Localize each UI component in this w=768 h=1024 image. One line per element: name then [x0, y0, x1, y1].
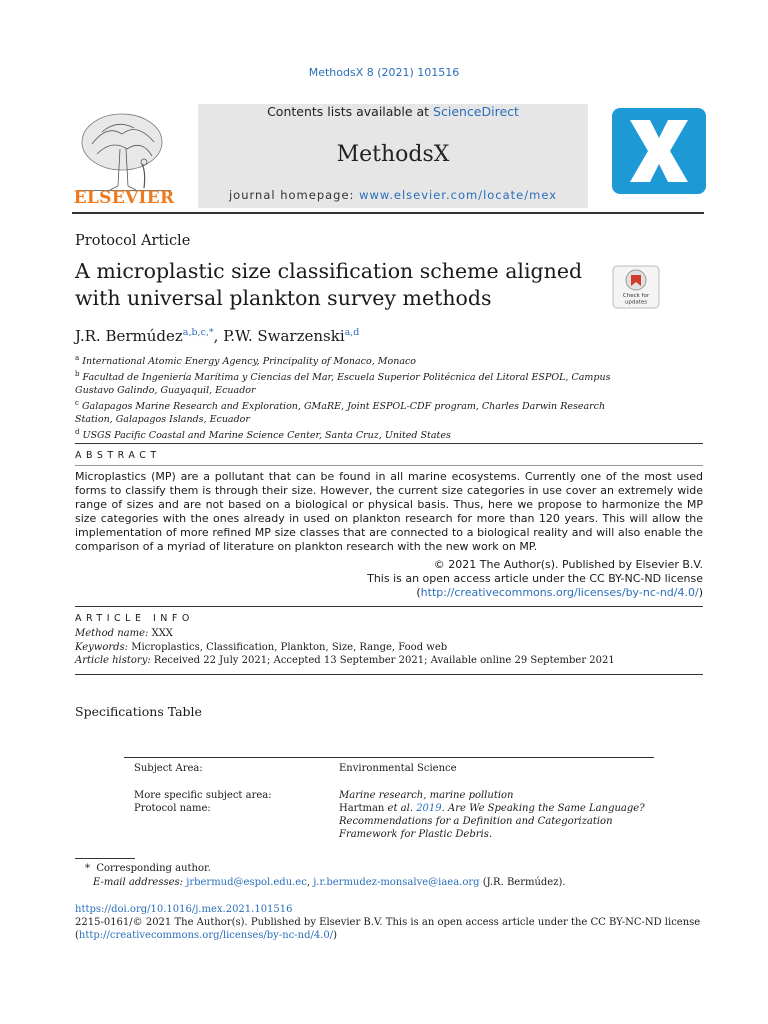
- copyright-line: © 2021 The Author(s). Published by Elsevier B.V.: [433, 558, 703, 571]
- doi-block: [75, 903, 703, 942]
- affil-marker: b: [75, 370, 80, 379]
- spec-value: Marine research, marine pollution: [339, 790, 514, 801]
- method-name: [75, 627, 703, 641]
- affil-text: International Atomic Energy Agency, Principality of Monaco, Monaco: [82, 356, 417, 368]
- abstract-label-rule: [75, 465, 703, 466]
- check-for-updates-icon[interactable]: [612, 265, 660, 309]
- author-separator: ,: [213, 327, 224, 345]
- email-link-2[interactable]: j.r.bermudez-monsalve@iaea.org: [313, 877, 480, 888]
- author-swarzenski: P.W. Swarzenski: [223, 327, 345, 345]
- affiliation-a: [75, 352, 635, 368]
- article-info-label: ARTICLE INFO: [75, 613, 194, 624]
- license-link[interactable]: http://creativecommons.org/licenses/by-nc-nd/4.0/: [420, 586, 699, 599]
- homepage-link[interactable]: www.elsevier.com/locate/mex: [359, 188, 558, 202]
- sciencedirect-link[interactable]: ScienceDirect: [433, 104, 519, 119]
- badge-text-1: Check for: [622, 293, 650, 299]
- doi-link[interactable]: https://doi.org/10.1016/j.mex.2021.101516: [75, 904, 293, 915]
- affiliations: [75, 352, 635, 443]
- author-list: [75, 327, 359, 345]
- journal-title: MethodsX: [336, 142, 450, 167]
- contents-line: [198, 104, 588, 119]
- corresponding-author: [75, 862, 703, 876]
- abstract-text: Microplastics (MP) are a pollutant that can be found in all marine ecosystems. Currently one of the most used forms to classify them is through their size. However, the current size categories in use cover an extremely wide range of sizes and are not based on a biological or physical basis. Thus, here we propose to harmonize the MP size categories with the ones already in used on plankton research for more than 120 years. This will allow the implementation of more refined MP size classes that are connected to a biological reality and will also enable the comparison of a myriad of literature on plankton research with the new work on MP.: [75, 470, 703, 553]
- specifications-table: [124, 762, 654, 841]
- affiliation-b: [75, 368, 635, 397]
- spec-label: Subject Area:: [134, 763, 203, 774]
- elsevier-wordmark: ELSEVIER: [73, 188, 175, 208]
- license-paren-open: (: [416, 586, 421, 599]
- article-info-rule: [75, 606, 703, 607]
- history-key: Article history:: [75, 655, 151, 666]
- badge-text-2: updates: [624, 299, 648, 306]
- article-title: A microplastic size classification scheme aligned with universal plankton survey methods: [75, 259, 583, 310]
- article-type: Protocol Article: [75, 233, 191, 249]
- article-history: [75, 654, 703, 668]
- abstract-copyright: [300, 558, 703, 600]
- email-suffix: (J.R. Bermúdez).: [479, 877, 566, 888]
- method-name-value: XXX: [148, 628, 173, 639]
- affil-text: USGS Pacific Coastal and Marine Science Center, Santa Cruz, United States: [82, 430, 451, 442]
- author-bermudez-affil[interactable]: a,b,c,*: [182, 327, 214, 338]
- footnote-rule: [75, 858, 135, 859]
- homepage-line: [198, 188, 588, 202]
- ref-author: Hartman: [339, 803, 385, 814]
- email-label: E-mail addresses:: [93, 877, 187, 888]
- table-row: [124, 802, 654, 841]
- ref-etal: et al.: [384, 803, 414, 814]
- table-row: [124, 762, 654, 775]
- journal-reference[interactable]: MethodsX 8 (2021) 101516: [308, 66, 460, 79]
- footnote: [75, 862, 703, 890]
- keywords-value: Microplastics, Classification, Plankton, Size, Range, Food web: [128, 641, 448, 653]
- affil-marker: d: [75, 428, 80, 437]
- issn-line: 2215-0161/© 2021 The Author(s). Published by Elsevier B.V. This is an open access article under the CC BY-NC-ND license: [75, 917, 701, 928]
- author-swarzenski-affil[interactable]: a,d: [344, 327, 360, 338]
- header-rule: [72, 212, 704, 214]
- spec-value: Environmental Science: [339, 763, 457, 774]
- license-paren-close: ): [333, 930, 338, 941]
- affil-marker: a: [75, 354, 80, 362]
- homepage-prefix: journal homepage:: [228, 188, 360, 202]
- specifications-title: Specifications Table: [75, 704, 202, 719]
- spec-label: Protocol name:: [134, 803, 211, 814]
- spec-value: [339, 802, 654, 841]
- table-row: [124, 789, 654, 802]
- ref-year-link[interactable]: 2019: [413, 803, 442, 814]
- keywords: [75, 641, 703, 655]
- footnote-mark: *: [85, 863, 90, 874]
- author-bermudez: J.R. Bermúdez: [75, 327, 183, 345]
- email-link-1[interactable]: jrbermud@espol.edu.ec: [186, 877, 307, 888]
- affiliation-c: [75, 397, 635, 426]
- corresponding-label: Corresponding author.: [96, 863, 211, 874]
- license-paren-open: (: [75, 930, 79, 941]
- ref-title: . Are We Speaking the Same Language? Recommendations for a Definition and Categorization Framework for Plastic Debris.: [339, 803, 645, 840]
- affiliation-d: [75, 426, 635, 442]
- affil-marker: c: [75, 399, 79, 408]
- footer-license-link[interactable]: http://creativecommons.org/licenses/by-nc-nd/4.0/: [78, 930, 334, 941]
- email-separator: ,: [306, 877, 314, 888]
- article-info-end-rule: [75, 674, 703, 675]
- keywords-key: Keywords:: [75, 641, 129, 653]
- abstract-label: ABSTRACT: [75, 450, 161, 461]
- email-addresses: [75, 876, 703, 890]
- history-value: Received 22 July 2021; Accepted 13 September 2021; Available online 29 September 2021: [150, 655, 615, 666]
- license-line: This is an open access article under the CC BY-NC-ND license: [367, 572, 703, 585]
- affil-text: Galapagos Marine Research and Exploration, GMaRE, Joint ESPOL-CDF program, Charles Darwin Research Station, Galapagos Islands, Ecuador: [75, 401, 606, 426]
- spec-label: More specific subject area:: [134, 790, 272, 801]
- spec-table-top-rule: [124, 757, 654, 758]
- affil-text: Facultad de Ingeniería Marítima y Ciencias del Mar, Escuela Superior Politécnica del Litoral ESPOL, Campus Gustavo Galindo, Guayaquil, Ecuador: [75, 372, 611, 397]
- contents-prefix: Contents lists available at: [267, 104, 434, 119]
- license-paren-close: ): [698, 586, 703, 599]
- method-name-key: Method name:: [75, 628, 149, 639]
- methodsx-logo-icon: [612, 108, 706, 194]
- article-info: [75, 627, 703, 668]
- abstract-rule: [75, 443, 703, 444]
